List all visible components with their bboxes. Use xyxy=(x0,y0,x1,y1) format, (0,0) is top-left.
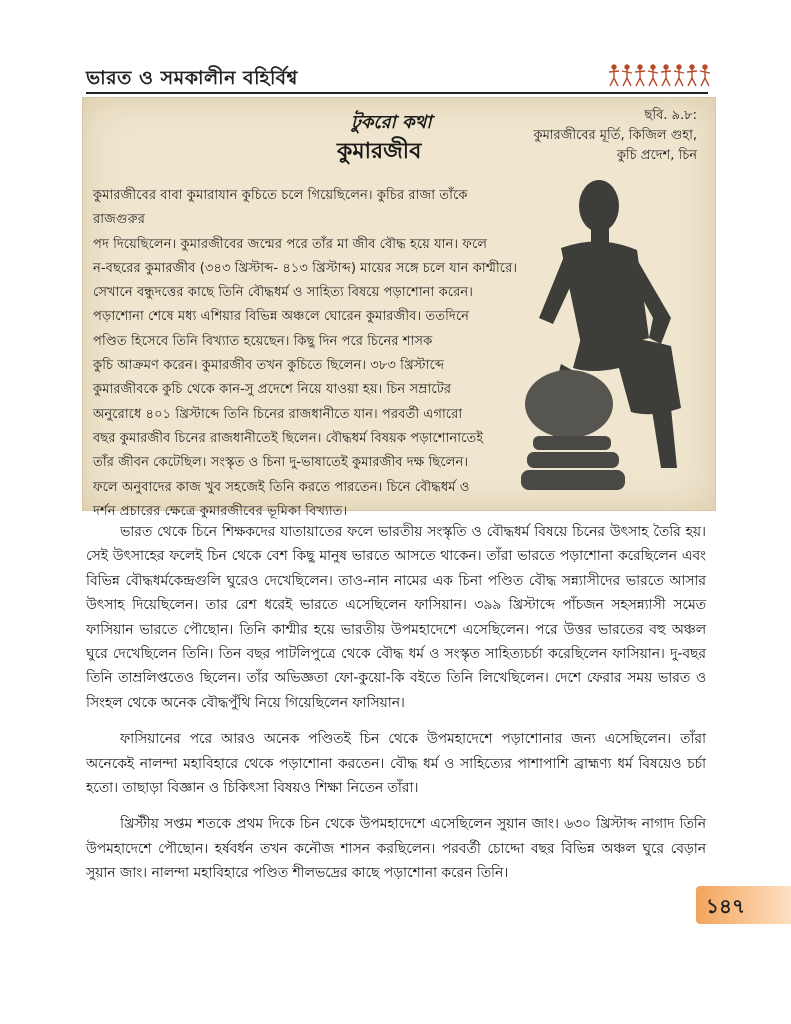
main-text xyxy=(86,520,706,898)
page-number-badge xyxy=(696,886,791,924)
box-line: তাঁর জীবন কেটেছিল। সংস্কৃত ও চিনা দু-ভাষাতেই কুমারজীব দক্ষ ছিলেন। xyxy=(93,455,469,471)
caption-line: কুচি প্রদেশ, চিন xyxy=(616,148,697,163)
caption-line: কুমারজীবের মূর্তি, কিজিল গুহা, xyxy=(533,128,697,143)
box-line: পদ দিয়েছিলেন। কুমারজীবের জন্মের পরে তাঁর মা জীব বৌদ্ধ হয়ে যান। ফলে xyxy=(93,236,488,252)
box-line: পড়াশোনা শেষে মধ্য এশিয়ার বিভিন্ন অঞ্চলে ঘোরেন কুমারজীব। ততদিনে xyxy=(93,309,470,325)
page-number: ১৪৭ xyxy=(706,894,745,918)
figure-caption xyxy=(533,106,697,166)
box-line: ফলে অনুবাদের কাজ খুব সহজেই তিনি করতে পারতেন। চিনে বৌদ্ধধর্ম ও xyxy=(93,479,470,495)
page-header xyxy=(86,62,716,92)
paragraph: ভারত থেকে চিনে শিক্ষকদের যাতায়াতের ফলে ভারতীয় সংস্কৃতি ও বৌদ্ধধর্ম বিষয়ে চিনের উৎসাহ তৈরি হয়। সেই উৎসাহের ফলেই চিন থেকে বেশ কিছু মানুষ ভারতে আসতে থাকেন। তাঁরা ভারতে পড়াশোনা করেছিলেন এবং বিভিন্ন বৌদ্ধধর্মকেন্দ্রগুলি ঘুরেও দেখেছিলেন। তাও-নান নামের এক চিনা পণ্ডিত বৌদ্ধ সন্ন্যাসীদের ভারতে আসার উৎসাহ দিয়েছিলেন। তার রেশ ধরেই ভারতে এসেছিলেন ফাসিয়ান। ৩৯৯ খ্রিস্টাব্দে পাঁচজন সহসন্ন্যাসী সমেত ফাসিয়ান ভারতে পৌছোন। তিনি কাশ্মীর হয়ে ভারতীয় উপমহাদেশে এসেছিলেন। পরে উত্তর ভারতের বহু অঞ্চল ঘুরে দেখেছিলেন তিনি। তিন বছর পাটলিপুত্রে থেকে বৌদ্ধ ধর্ম ও সংস্কৃত সাহিত্যচর্চা করেছিলেন ফাসিয়ান। দু-বছর তিনি তাম্রলিপ্ততেও ছিলেন। তাঁর অভিজ্ঞতা ফো-কুয়ো-কি বইতে তিনি লিখেছিলেন। দেশে ফেরার সময় ভারত ও সিংহল থেকে অনেক বৌদ্ধপুঁথি নিয়ে গিয়েছিলেন ফাসিয়ান। xyxy=(86,524,706,711)
box-line: কুচি আক্রমণ করেন। কুমারজীব তখন কুচিতে ছিলেন। ৩৮৩ খ্রিস্টাব্দে xyxy=(93,358,445,374)
box-subtitle: টুকরো কথা xyxy=(351,112,432,133)
header-title: ভারত ও সমকালীন বহির্বিশ্ব xyxy=(86,67,298,89)
box-title: কুমারজীব xyxy=(337,139,422,164)
box-line: পণ্ডিত হিসেবে তিনি বিখ্যাত হয়েছেন। কিছু দিন পরে চিনের শাসক xyxy=(93,333,433,349)
info-box xyxy=(82,97,716,519)
box-line: কুমারজীবকে কুচি থেকে কান-সু প্রদেশে নিয়ে যাওয়া হয়। চিন সম্রাটের xyxy=(93,382,452,398)
dancing-figures-decoration xyxy=(608,62,712,90)
box-line: সেখানে বন্ধুদত্তের কাছে তিনি বৌদ্ধধর্ম ও সাহিত্য বিষয়ে পড়াশোনা করেন। xyxy=(93,285,473,301)
box-line: বছর কুমারজীব চিনের রাজধানীতেই ছিলেন। বৌদ্ধধর্ম বিষয়ক পড়াশোনাতেই xyxy=(93,430,484,446)
paragraph: ফাসিয়ানের পরে আরও অনেক পণ্ডিতই চিন থেকে উপমহাদেশে পড়াশোনার জন্য এসেছিলেন। তাঁরা অনেকেই নালন্দা মহাবিহারে থেকে পড়াশোনা করতেন। বৌদ্ধ ধর্ম ও সাহিত্যের পাশাপাশি ব্রাহ্মণ্য ধর্ম বিষয়েও চর্চা হতো। তাছাড়া বিজ্ঞান ও চিকিৎসা বিষয়ও শিক্ষা নিতেন তাঁরা। xyxy=(86,731,706,797)
box-line: দর্শন প্রচারের ক্ষেত্রে কুমারজীবের ভূমিকা বিখ্যাত। xyxy=(93,503,348,519)
box-line: অনুরোধে ৪০১ খ্রিস্টাব্দে তিনি চিনের রাজধানীতে যান। পরবর্তী এগারো xyxy=(93,406,463,422)
header-divider xyxy=(86,92,708,94)
box-line: ন-বছরের কুমারজীব (৩৪৩ খ্রিস্টাব্দ- ৪১৩ খ্রিস্টাব্দ) মায়ের সঙ্গে চলে যান কাশ্মীরে। xyxy=(93,260,518,276)
box-text xyxy=(93,184,523,524)
kumarajiva-statue-image xyxy=(521,168,701,504)
paragraph: খ্রিস্টীয় সপ্তম শতকে প্রথম দিকে চিন থেকে উপমহাদেশে এসেছিলেন সুয়ান জাং। ৬৩০ খ্রিস্টাব্দ নাগাদ তিনি উপমহাদেশে পৌছোন। হর্ষবর্ধন তখন কনৌজ শাসন করছিলেন। পরবর্তী চোদ্দো বছর বিভিন্ন অঞ্চল ঘুরে বেড়ান সুয়ান জাং। নালন্দা মহাবিহারে পণ্ডিত শীলভদ্রের কাছে পড়াশোনা করেন তিনি। xyxy=(86,816,706,882)
box-line: কুমারজীবের বাবা কুমারাযান কুচিতে চলে গিয়েছিলেন। কুচির রাজা তাঁকে রাজগুরুর xyxy=(93,188,468,228)
caption-line: ছবি. ৯.৮: xyxy=(644,108,697,123)
